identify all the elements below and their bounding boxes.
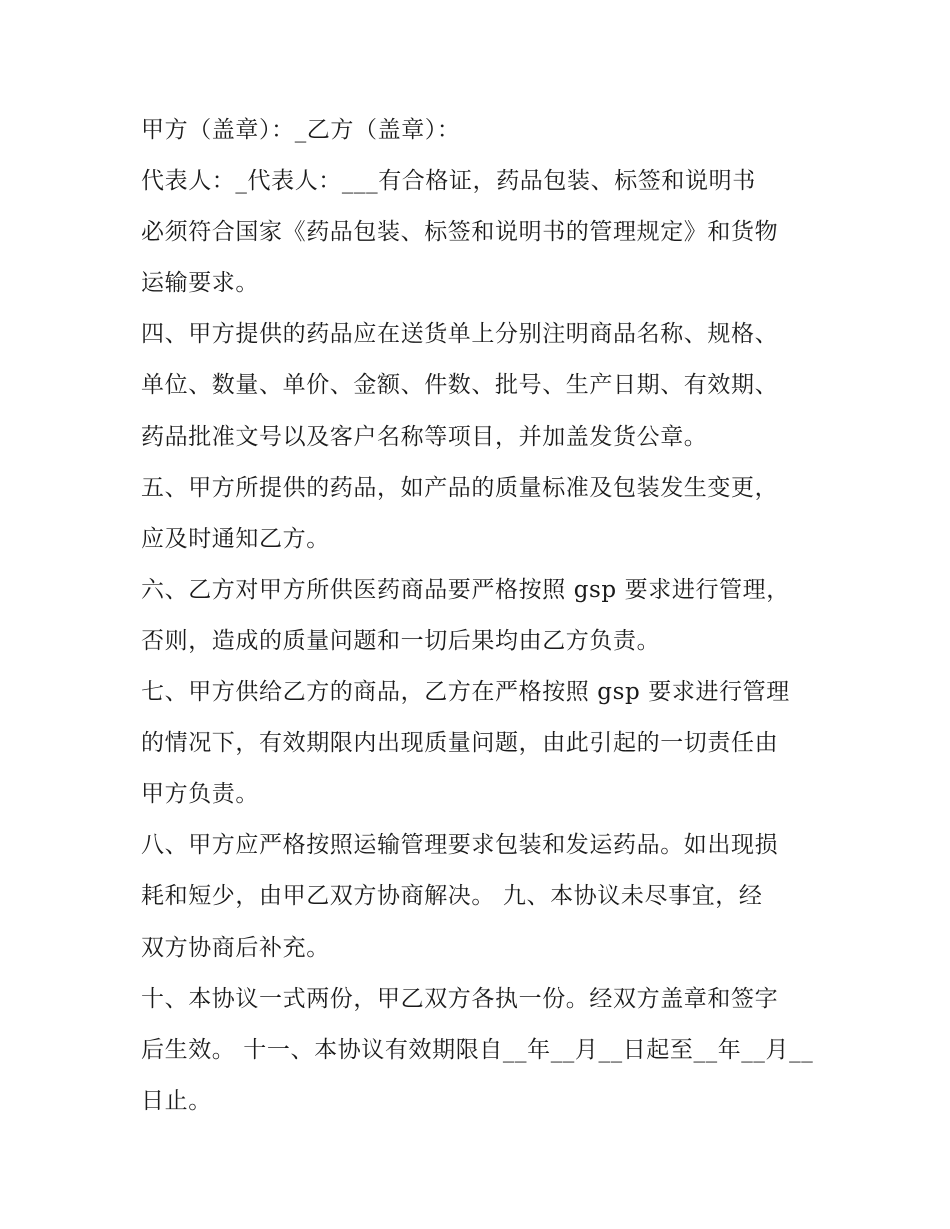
- clause-7-line: 七、甲方供给乙方的商品，乙方在严格按照 gsp 要求进行管理: [141, 679, 790, 706]
- clause-6-line: 否则，造成的质量问题和一切后果均由乙方负责。: [141, 627, 661, 654]
- clause-4-line: 单位、数量、单价、金额、件数、批号、生产日期、有效期、: [141, 372, 779, 399]
- clause-8-9-line: 耗和短少，由甲乙双方协商解决。 九、本协议未尽事宜，经: [141, 883, 763, 910]
- clause-5-line: 五、甲方所提供的药品，如产品的质量标准及包装发生变更，: [141, 474, 779, 501]
- text-line-representatives: 代表人：_代表人：___有合格证，药品包装、标签和说明书: [141, 168, 756, 195]
- clause-4-line: 四、甲方提供的药品应在送货单上分别注明商品名称、规格、: [141, 321, 779, 348]
- clause-4-line: 药品批准文号以及客户名称等项目，并加盖发货公章。: [141, 423, 708, 450]
- clause-6-line: 六、乙方对甲方所供医药商品要严格按照 gsp 要求进行管理，: [141, 576, 790, 603]
- text-line: 必须符合国家《药品包装、标签和说明书的管理规定》和货物: [141, 219, 779, 246]
- clause-11-line: 日止。: [141, 1087, 212, 1114]
- text-line-signature-parties: 甲方（盖章）：_乙方（盖章）：: [141, 117, 461, 143]
- document-body: [141, 107, 821, 1129]
- clause-5-line: 应及时通知乙方。: [141, 525, 330, 552]
- clause-10-line: 十、本协议一式两份，甲乙双方各执一份。经双方盖章和签字: [141, 985, 779, 1012]
- text-line: 运输要求。: [141, 270, 259, 297]
- clause-7-line: 的情况下，有效期限内出现质量问题，由此引起的一切责任由: [141, 730, 779, 757]
- clause-7-line: 甲方负责。: [141, 781, 259, 808]
- clause-10-11-line: 后生效。 十一、本协议有效期限自__年__月__日起至__年__月__: [141, 1036, 814, 1063]
- clause-9-line: 双方协商后补充。: [141, 934, 330, 961]
- clause-8-line: 八、甲方应严格按照运输管理要求包装和发运药品。如出现损: [141, 832, 779, 859]
